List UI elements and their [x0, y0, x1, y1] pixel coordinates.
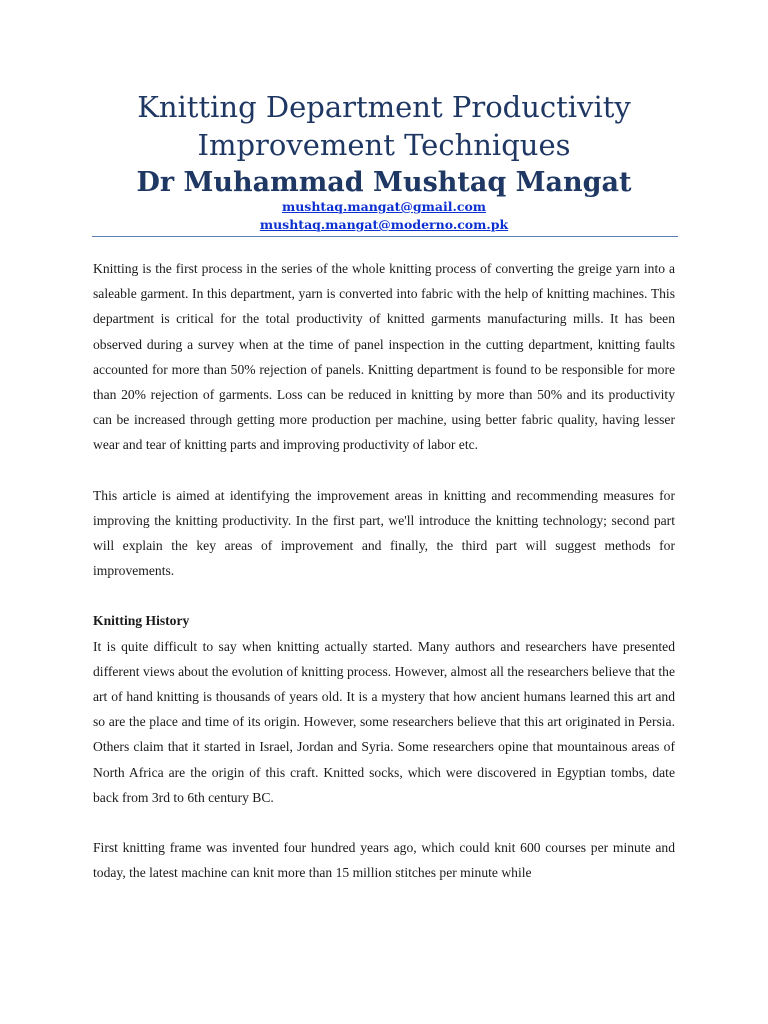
article-body	[93, 256, 675, 910]
paragraph-intro: Knitting is the first process in the series of the whole knitting process of converting the greige yarn into a saleable garment. In this department, yarn is converted into fabric with the help of knitting machines. This department is critical for the total productivity of knitted garments manufacturing mills. It has been observed during a survey when at the time of panel inspection in the cutting department, knitting faults accounted for more than 50% rejection of panels. Knitting department is found to be responsible for more than 20% rejection of garments. Loss can be reduced in knitting by more than 50% and its productivity can be increased through getting more production per machine, using better fabric quality, having lesser wear and tear of knitting parts and improving productivity of labor etc.	[93, 261, 675, 453]
paragraph-frame: First knitting frame was invented four hundred years ago, which could knit 600 courses per minute and today, the latest machine can knit more than 15 million stitches per minute while	[93, 840, 675, 881]
heading-knitting-history: Knitting History	[93, 613, 190, 629]
email-link-moderno[interactable]: mushtaq.mangat@moderno.com.pk	[259, 217, 509, 232]
paragraph-aim: This article is aimed at identifying the improvement areas in knitting and recommending measures for improving the knitting productivity. In the first part, we'll introduce the knitting technology; second part will explain the key areas of improvement and finally, the third part will suggest methods for improvements.	[93, 487, 675, 579]
header-divider	[92, 236, 678, 237]
paragraph-history: It is quite difficult to say when knitting actually started. Many authors and researchers have presented different views about the evolution of knitting process. However, almost all the researchers believe that the art of hand knitting is thousands of years old. It is a mystery that how ancient humans learned this art and so are the place and time of its origin. However, some researchers believe that this art originated in Persia. Others claim that it started in Israel, Jordan and Syria. Some researchers opine that mountainous areas of North Africa are the origin of this craft. Knitted socks, which were discovered in Egyptian tombs, date back from 3rd to 6th century BC.	[93, 638, 675, 805]
title-line-1: Knitting Department Productivity	[137, 90, 631, 124]
author-emails	[0, 198, 768, 234]
document-title	[0, 88, 768, 164]
author-name: Dr Muhammad Mushtaq Mangat	[136, 167, 632, 198]
title-line-2: Improvement Techniques	[197, 128, 571, 162]
email-link-gmail[interactable]: mushtaq.mangat@gmail.com	[281, 199, 487, 214]
